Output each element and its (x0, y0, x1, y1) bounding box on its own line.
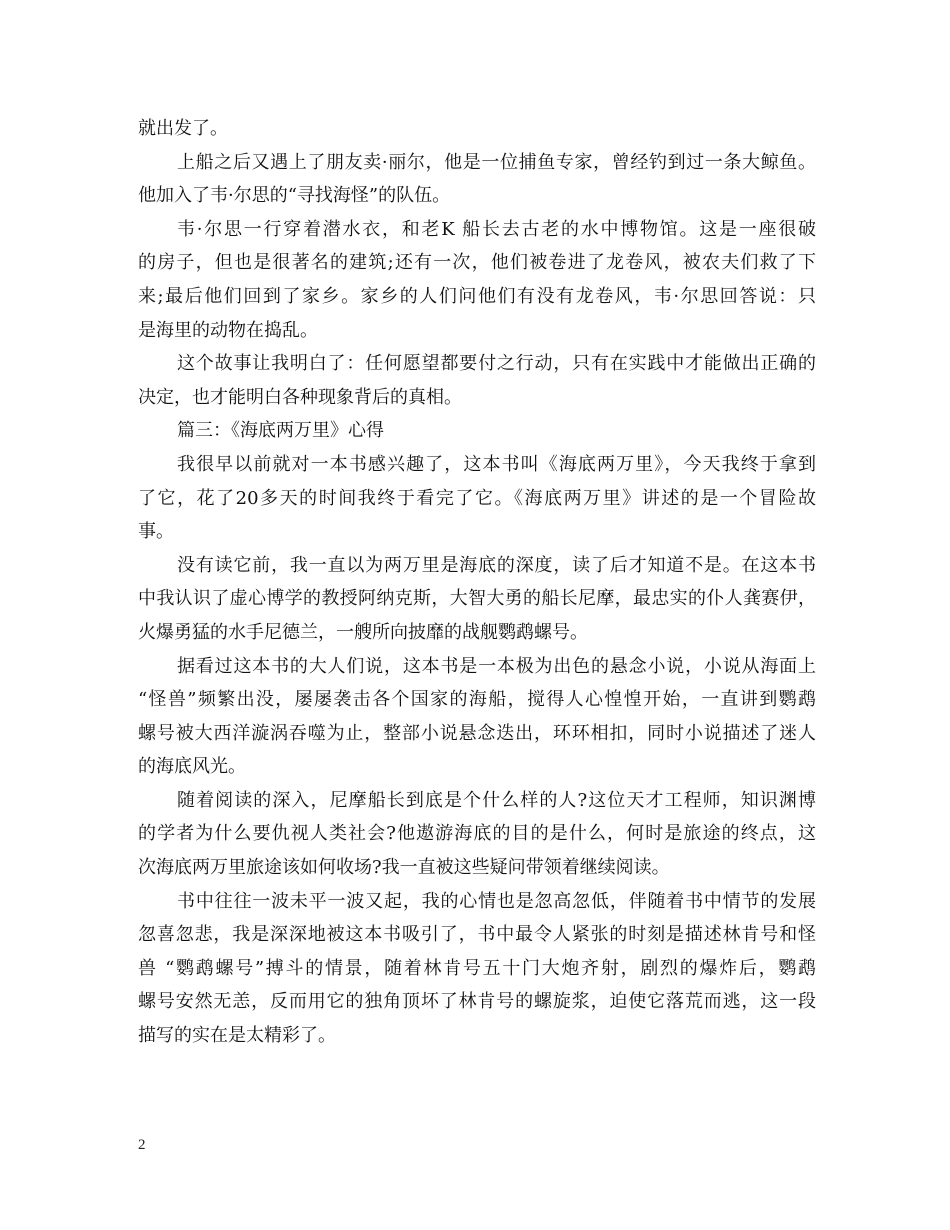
text-line: 书中往往一波未平一波又起，我的心情也是忽高忽低，伴随着书中情节的发展 (177, 890, 816, 912)
text-line: 次海底两万里旅途该如何收场?我一直被这些疑问带领着继续阅读。 (138, 857, 670, 879)
text-line: 的海底风光。 (138, 756, 246, 778)
text-line: 上船之后又遇上了朋友卖·丽尔，他是一位捕鱼专家，曾经钓到过一条大鲸鱼。 (177, 151, 816, 173)
text-line: 螺号被大西洋漩涡吞噬为止，整部小说悬念迭出，环环相扣，同时小说描述了迷人 (138, 722, 816, 744)
text-line: 了它，花了20多天的时间我终于看完了它。《海底两万里》讲述的是一个冒险故 (138, 487, 816, 509)
text-line: “怪兽”频繁出没，屡屡袭击各个国家的海船，搅得人心惶惶开始，一直讲到鹦鹉 (138, 689, 816, 711)
text-line: 描写的实在是太精彩了。 (138, 1025, 336, 1047)
section-heading: 篇三：《海底两万里》心得 (177, 420, 384, 442)
text-line: 就出发了。 (138, 118, 228, 139)
text-line: 决定，也才能明白各种现象背后的真相。 (138, 386, 462, 408)
page-number: 2 (138, 1137, 146, 1153)
text-line: 的学者为什么要仇视人类社会?他遨游海底的目的是什么，何时是旅途的终点，这 (138, 823, 816, 845)
text-line: 螺号安然无恙，反而用它的独角顶坏了林肯号的螺旋浆，迫使它落荒而逃，这一段 (138, 991, 816, 1013)
text-line: 火爆勇猛的水手尼德兰，一艘所向披靡的战舰鹦鹉螺号。 (138, 621, 588, 643)
text-line: 是海里的动物在捣乱。 (138, 319, 318, 341)
text-line: 来;最后他们回到了家乡。家乡的人们问他们有没有龙卷风，韦·尔思回答说：只 (138, 285, 816, 307)
text-line: 忽喜忽悲，我是深深地被这本书吸引了，书中最令人紧张的时刻是描述林肯号和怪 (138, 924, 816, 946)
text-line: 随着阅读的深入，尼摩船长到底是个什么样的人?这位天才工程师，知识渊博 (177, 789, 816, 811)
text-line: 兽 “鹦鹉螺号”搏斗的情景，随着林肯号五十门大炮齐射，剧烈的爆炸后，鹦鹉 (138, 957, 816, 979)
text-line: 中我认识了虚心博学的教授阿纳克斯，大智大勇的船长尼摩，最忠实的仆人龚赛伊， (138, 588, 816, 610)
text-line: 没有读它前，我一直以为两万里是海底的深度，读了后才知道不是。在这本书 (177, 554, 816, 576)
text-line: 据看过这本书的大人们说，这本书是一本极为出色的悬念小说，小说从海面上 (177, 655, 816, 677)
body-text (138, 112, 816, 1053)
text-line: 这个故事让我明白了：任何愿望都要付之行动，只有在实践中才能做出正确的 (177, 353, 816, 375)
text-line: 的房子，但也是很著名的建筑;还有一次，他们被卷进了龙卷风，被农夫们救了下 (138, 252, 816, 274)
text-line: 他加入了韦·尔思的“寻找海怪”的队伍。 (138, 185, 451, 207)
text-line: 韦·尔思一行穿着潜水衣，和老K 船长去古老的水中博物馆。这是一座很破 (177, 218, 816, 240)
text-line: 我很早以前就对一本书感兴趣了，这本书叫《海底两万里》，今天我终于拿到 (177, 453, 816, 475)
text-line: 事。 (138, 521, 174, 543)
